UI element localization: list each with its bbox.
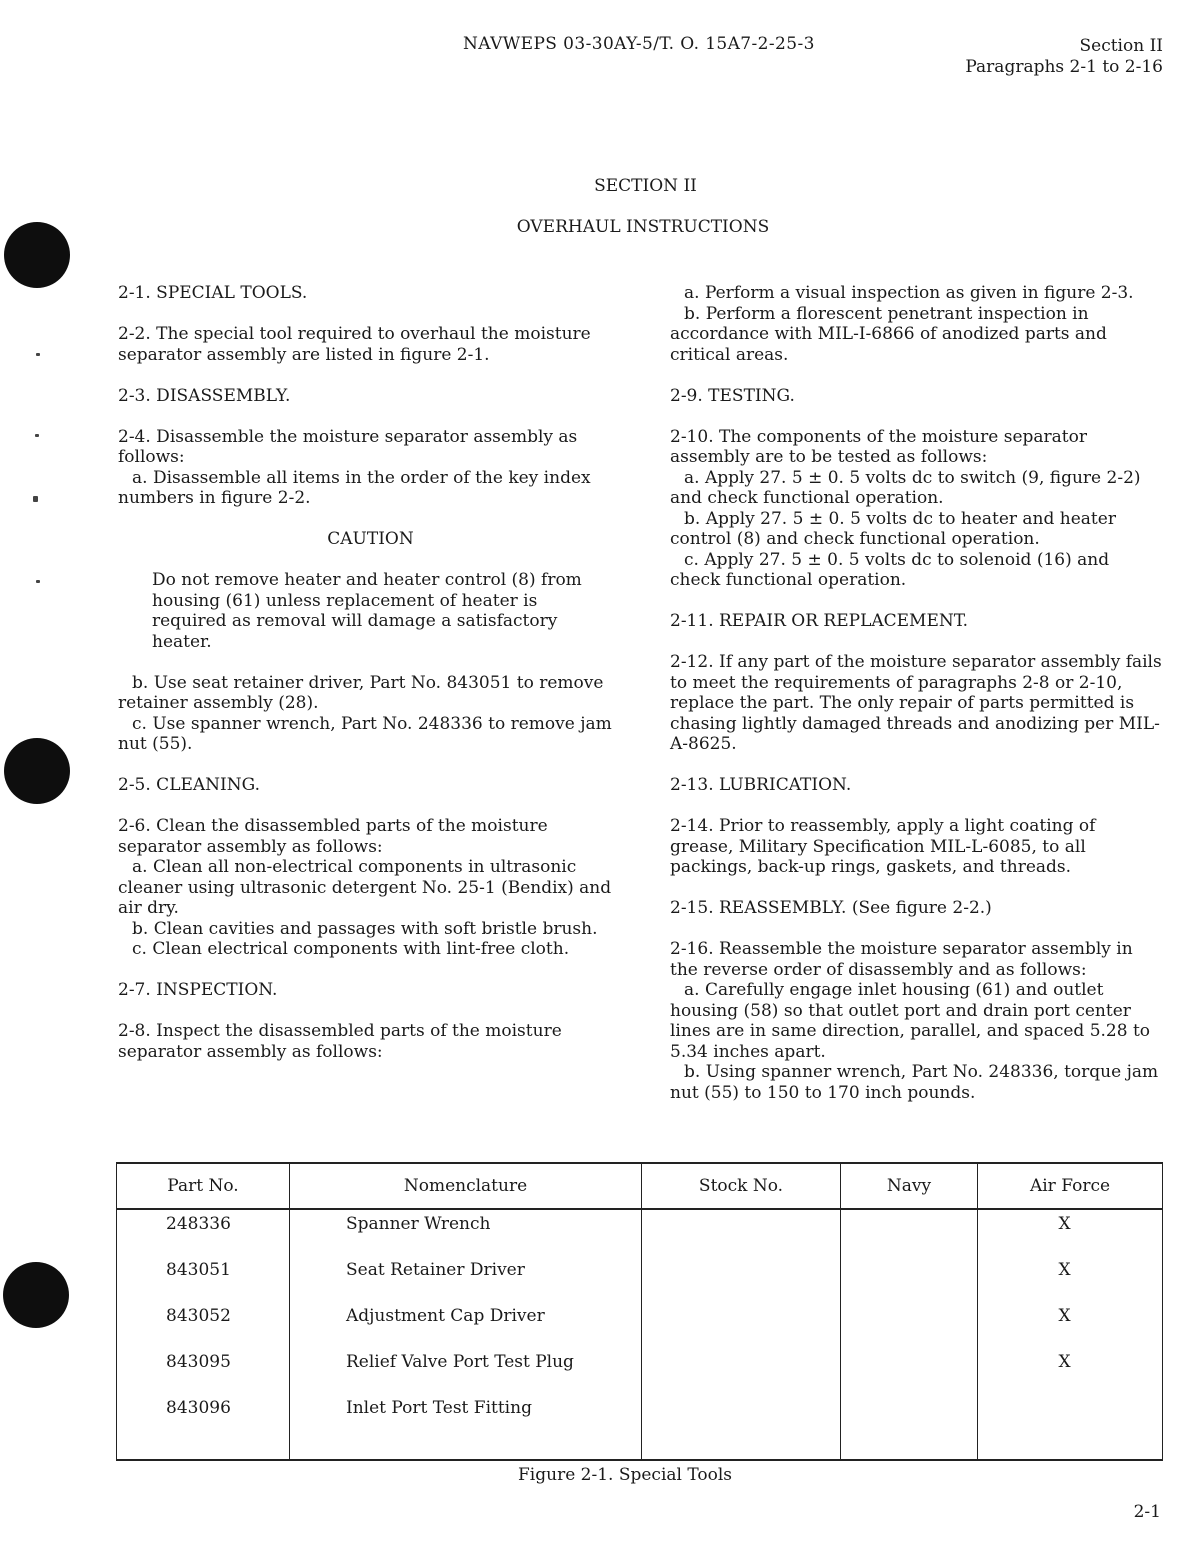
paragraph-2-6-a: a. Clean all non-electrical components in ultrasonic cleaner using ultrasonic detergent No. 25-1 (Bendix) and air dry. (118, 857, 612, 918)
figure-caption: Figure 2-1. Special Tools (518, 1465, 733, 1485)
section-header (965, 36, 1163, 78)
paragraph-2-11-heading: 2-11. REPAIR OR REPLACEMENT. (670, 611, 968, 631)
cell-navy (841, 1302, 978, 1348)
cell-nomenclature: Seat Retainer Driver (290, 1256, 642, 1302)
header-air-force: Air Force (978, 1163, 1163, 1209)
cell-air-force: X (978, 1302, 1163, 1348)
table-header-row (117, 1163, 1163, 1209)
cell-air-force: X (978, 1209, 1163, 1256)
scan-speck (35, 434, 39, 437)
paragraph-2-13-heading: 2-13. LUBRICATION. (670, 775, 852, 795)
paragraph-2-10-c: c. Apply 27. 5 ± 0. 5 volts dc to solenoid (16) and check functional operation. (670, 549, 1110, 590)
cell-nomenclature: Inlet Port Test Fitting (290, 1394, 642, 1460)
paragraph-2-8: 2-8. Inspect the disassembled parts of the moisture separator assembly as follows: (118, 1021, 562, 1062)
table-row (117, 1256, 1163, 1302)
cell-air-force (978, 1394, 1163, 1460)
cell-part-no: 843095 (117, 1348, 290, 1394)
header-nomenclature: Nomenclature (290, 1163, 642, 1209)
paragraph-2-4: 2-4. Disassemble the moisture separator assembly as follows: (118, 426, 578, 467)
section-subtitle: OVERHAUL INSTRUCTIONS (516, 217, 770, 237)
cell-nomenclature: Adjustment Cap Driver (290, 1302, 642, 1348)
header-navy: Navy (841, 1163, 978, 1209)
paragraph-2-16: 2-16. Reassemble the moisture separator assembly in the reverse order of disassembly and as follows: (670, 939, 1133, 980)
cell-nomenclature: Spanner Wrench (290, 1209, 642, 1256)
right-column (670, 283, 1162, 1103)
page-number: 2-1 (1133, 1502, 1161, 1522)
paragraph-2-3-heading: 2-3. DISASSEMBLY. (118, 385, 291, 406)
binder-hole-middle (4, 738, 70, 804)
paragraph-2-1-heading: 2-1. SPECIAL TOOLS. (118, 283, 308, 303)
section-label: Section II (1079, 36, 1163, 56)
paragraph-2-6-c: c. Clean electrical components with lint-free cloth. (132, 939, 570, 959)
paragraph-2-14: 2-14. Prior to reassembly, apply a light coating of grease, Military Specification MIL-L-6085, to all packings, back-up rings, gaskets, and threads. (670, 816, 1096, 877)
section-title: SECTION II (594, 176, 697, 196)
paragraph-2-8-b: b. Perform a florescent penetrant inspection in accordance with MIL-I-6866 of anodized parts and critical areas. (670, 303, 1107, 365)
paragraph-2-8-a: a. Perform a visual inspection as given in figure 2-3. (684, 283, 1134, 303)
paragraph-2-15-heading: 2-15. REASSEMBLY. (See figure 2-2.) (670, 898, 992, 918)
paragraph-2-10: 2-10. The components of the moisture separator assembly are to be tested as follows: (670, 426, 1087, 467)
caution-title: CAUTION (327, 529, 414, 549)
scan-speck (36, 353, 40, 356)
header-part-no: Part No. (117, 1163, 290, 1209)
cell-stock-no (642, 1256, 841, 1302)
paragraph-2-7-heading: 2-7. INSPECTION. (118, 980, 278, 1000)
table-row (117, 1302, 1163, 1348)
cell-navy (841, 1209, 978, 1256)
cell-navy (841, 1348, 978, 1394)
special-tools-table (116, 1162, 1163, 1461)
paragraph-2-5-heading: 2-5. CLEANING. (118, 775, 261, 795)
paragraph-2-6: 2-6. Clean the disassembled parts of the moisture separator assembly as follows: (118, 816, 548, 857)
cell-stock-no (642, 1302, 841, 1348)
cell-stock-no (642, 1209, 841, 1256)
table-row (117, 1394, 1163, 1460)
document-number: NAVWEPS 03-30AY-5/T. O. 15A7-2-25-3 (463, 34, 815, 54)
scan-speck (33, 496, 38, 502)
paragraph-2-10-b: b. Apply 27. 5 ± 0. 5 volts dc to heater and heater control (8) and check functional operation. (670, 508, 1116, 549)
binder-hole-bottom (3, 1262, 69, 1328)
table-row (117, 1209, 1163, 1256)
paragraph-2-16-a: a. Carefully engage inlet housing (61) and outlet housing (58) so that outlet port and drain port center lines are in same direction, parallel, and spaced 5.28 to 5.34 inches apart. (670, 980, 1151, 1062)
cell-nomenclature: Relief Valve Port Test Plug (290, 1348, 642, 1394)
cell-part-no: 843051 (117, 1256, 290, 1302)
paragraph-2-16-b: b. Using spanner wrench, Part No. 248336, torque jam nut (55) to 150 to 170 inch pounds. (670, 1062, 1159, 1103)
paragraph-2-6-b: b. Clean cavities and passages with soft bristle brush. (132, 918, 598, 939)
cell-stock-no (642, 1348, 841, 1394)
left-column (118, 283, 623, 1062)
paragraph-2-9-heading: 2-9. TESTING. (670, 385, 795, 406)
cell-navy (841, 1394, 978, 1460)
cell-part-no: 248336 (117, 1209, 290, 1256)
header-stock-no: Stock No. (642, 1163, 841, 1209)
paragraph-2-12: 2-12. If any part of the moisture separator assembly fails to meet the requirements of paragraphs 2-8 or 2-10, replace the part. The only repair of parts permitted is chasing lightly damaged threads and anodizing per MIL-A-8625. (670, 652, 1162, 754)
table-row (117, 1348, 1163, 1394)
caution-text: Do not remove heater and heater control (8) from housing (61) unless replacement of heater is required as removal will damage a satisfactory heater. (152, 570, 582, 652)
cell-part-no: 843096 (117, 1394, 290, 1460)
cell-part-no: 843052 (117, 1302, 290, 1348)
paragraph-2-4-a: a. Disassemble all items in the order of the key index numbers in figure 2-2. (118, 467, 591, 508)
paragraph-2-4-c: c. Use spanner wrench, Part No. 248336 to remove jam nut (55). (118, 713, 612, 754)
paragraph-range: Paragraphs 2-1 to 2-16 (965, 57, 1163, 77)
paragraph-2-2: 2-2. The special tool required to overhaul the moisture separator assembly are listed in figure 2-1. (118, 324, 591, 365)
cell-air-force: X (978, 1256, 1163, 1302)
paragraph-2-10-a: a. Apply 27. 5 ± 0. 5 volts dc to switch (9, figure 2-2) and check functional operation. (670, 467, 1141, 508)
cell-air-force: X (978, 1348, 1163, 1394)
cell-stock-no (642, 1394, 841, 1460)
paragraph-2-4-b: b. Use seat retainer driver, Part No. 843051 to remove retainer assembly (28). (118, 672, 604, 713)
cell-navy (841, 1256, 978, 1302)
scan-speck (36, 580, 40, 583)
